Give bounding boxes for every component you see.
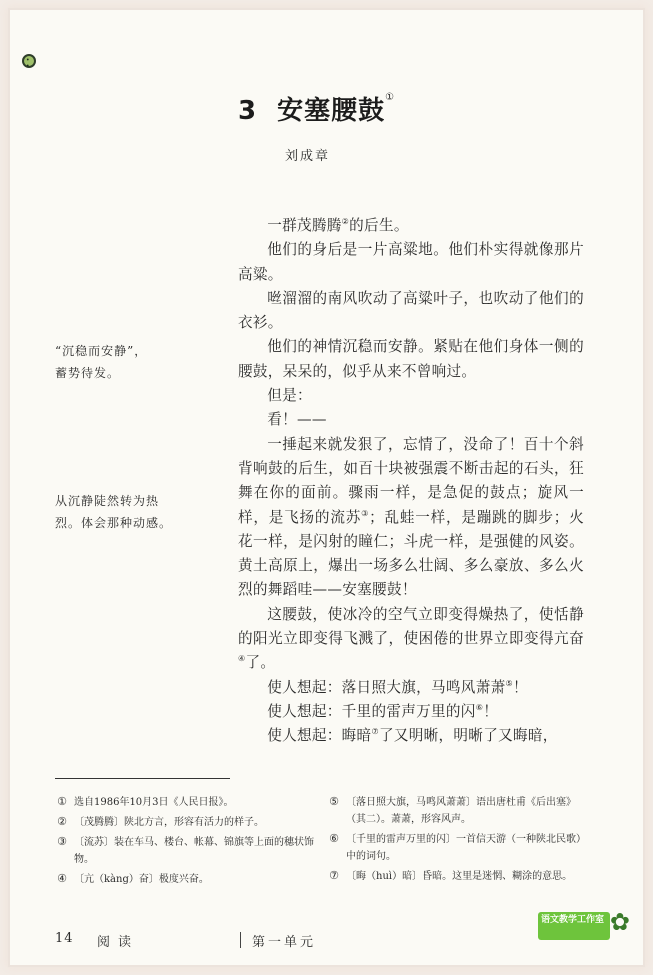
paragraph bbox=[238, 700, 584, 724]
paragraph bbox=[238, 433, 584, 603]
footnote-ref: ② bbox=[341, 217, 350, 227]
footnote bbox=[56, 794, 318, 811]
footnote-text: 〔茂腾腾〕陕北方言，形容有活力的样子。 bbox=[74, 817, 264, 828]
paragraph bbox=[238, 287, 584, 336]
paragraph-text: ！ bbox=[483, 702, 499, 720]
footnote-text: 〔千里的雷声万里的闪〕一首信天游（一种陕北民歌）中的词句。 bbox=[346, 834, 586, 862]
plant-icon: ✿ bbox=[609, 908, 630, 936]
footnote-text: 〔流苏〕装在车马、楼台、帐幕、锦旗等上面的穗状饰物。 bbox=[74, 837, 314, 865]
footnote bbox=[56, 814, 318, 831]
lesson-title bbox=[238, 90, 395, 127]
footnotes-right bbox=[328, 794, 590, 888]
paragraph-text: 了又明晰，明晰了又晦暗， bbox=[378, 727, 558, 745]
margin-note bbox=[55, 490, 220, 534]
footnote-mark: ③ bbox=[57, 835, 67, 848]
margin-note-line: 蓄势待发。 bbox=[55, 366, 121, 380]
paragraph-text: 的后生。 bbox=[349, 217, 409, 234]
author: 刘成章 bbox=[285, 149, 331, 164]
footnote-mark: ⑦ bbox=[329, 869, 339, 882]
paragraph-text: ！ bbox=[512, 678, 528, 696]
footnote-text: 〔亢（kàng）奋〕极度兴奋。 bbox=[74, 874, 209, 885]
footnote-ref: ③ bbox=[361, 508, 370, 518]
paragraph-text: 咝溜溜的南风吹动了高粱叶子，也吹动了他们的衣衫。 bbox=[238, 289, 584, 332]
smiley-icon: • • bbox=[22, 54, 36, 68]
badge-text: 语文教学工作室 bbox=[538, 912, 610, 940]
paragraph bbox=[238, 384, 584, 408]
title-footnote-mark: ① bbox=[385, 92, 396, 103]
paragraph-text: 但是： bbox=[267, 387, 312, 405]
paragraph bbox=[238, 408, 584, 432]
unit-label: 第一单元 bbox=[252, 935, 317, 950]
footnote-mark: ④ bbox=[57, 872, 67, 885]
footnote-mark: ⑥ bbox=[329, 832, 339, 845]
footnote-ref: ⑥ bbox=[475, 703, 484, 713]
footnote bbox=[56, 871, 318, 888]
page-number: 14 bbox=[55, 931, 74, 946]
footnote-ref: ④ bbox=[238, 654, 246, 664]
paragraph bbox=[238, 603, 584, 676]
footnote-text: 选自1986年10月3日《人民日报》。 bbox=[74, 797, 234, 808]
footnote-ref: ⑤ bbox=[505, 678, 513, 688]
footnote-text: 〔晦（huì）暗〕昏暗。这里是迷惘、糊涂的意思。 bbox=[346, 871, 573, 882]
paragraph-text: 使人想起：晦暗 bbox=[267, 727, 372, 745]
watermark-badge bbox=[524, 908, 632, 950]
paragraph bbox=[238, 676, 584, 700]
paragraph bbox=[238, 724, 584, 748]
paragraph-text: 一捶起来就发狠了，忘情了，没命了！百十个斜背响鼓的后生，如百十块被强震不断击起的石头，狂舞在你的面前。骤雨一样，是急促的鼓点；旋风一样，是飞扬的流苏 bbox=[238, 435, 584, 526]
margin-note bbox=[55, 340, 220, 384]
paragraph-text: 他们的身后是一片高粱地。他们朴实得就像那片高粱。 bbox=[238, 241, 584, 283]
paragraph bbox=[238, 238, 584, 287]
paragraph-text: ；乱蛙一样，是蹦跳的脚步；火花一样，是闪射的瞳仁；斗虎一样，是强健的风姿。黄土高原上，爆出一场多么壮阔、多么豪放、多么火烈的舞蹈哇——安塞腰鼓！ bbox=[238, 508, 584, 599]
section-label: 阅读 bbox=[97, 935, 140, 950]
paragraph-text: 这腰鼓，使冰冷的空气立即变得燥热了，使恬静的阳光立即变得飞溅了，使困倦的世界立即变得亢奋 bbox=[238, 605, 584, 648]
footer-divider bbox=[240, 932, 241, 948]
paragraph-text: 了。 bbox=[245, 654, 276, 672]
paragraph-text: 他们的神情沉稳而安静。紧贴在他们身体一侧的腰鼓，呆呆的，似乎从来不曾响过。 bbox=[238, 338, 584, 380]
body-text bbox=[238, 214, 584, 749]
footnote bbox=[56, 834, 318, 868]
footnote-mark: ⑤ bbox=[329, 795, 339, 808]
paragraph-text: 使人想起：千里的雷声万里的闪 bbox=[267, 702, 476, 720]
paragraph-text: 看！—— bbox=[267, 411, 327, 429]
lesson-number: 3 bbox=[238, 96, 258, 126]
footnote-ref: ⑦ bbox=[371, 727, 379, 737]
footnote bbox=[328, 794, 590, 828]
paragraph bbox=[238, 335, 584, 384]
margin-note-line: 烈。体会那种动感。 bbox=[55, 516, 173, 530]
margin-note-line: 从沉静陡然转为热 bbox=[55, 494, 160, 508]
footnote bbox=[328, 831, 590, 865]
footnote-mark: ② bbox=[57, 815, 67, 828]
footnotes-left bbox=[56, 794, 318, 891]
footnote-rule bbox=[55, 778, 230, 779]
lesson-title-text: 安塞腰鼓 bbox=[277, 96, 386, 126]
footnote bbox=[328, 868, 590, 885]
paragraph-text: 使人想起：落日照大旗，马鸣风萧萧 bbox=[267, 678, 506, 696]
footnote-text: 〔落日照大旗，马鸣风萧萧〕语出唐杜甫《后出塞》（其二）。萧萧，形容风声。 bbox=[346, 797, 576, 825]
margin-note-line: “沉稳而安静”， bbox=[55, 344, 148, 358]
paragraph-text: 一群茂腾腾 bbox=[267, 217, 342, 234]
paragraph bbox=[238, 214, 584, 238]
footnote-mark: ① bbox=[57, 795, 67, 808]
